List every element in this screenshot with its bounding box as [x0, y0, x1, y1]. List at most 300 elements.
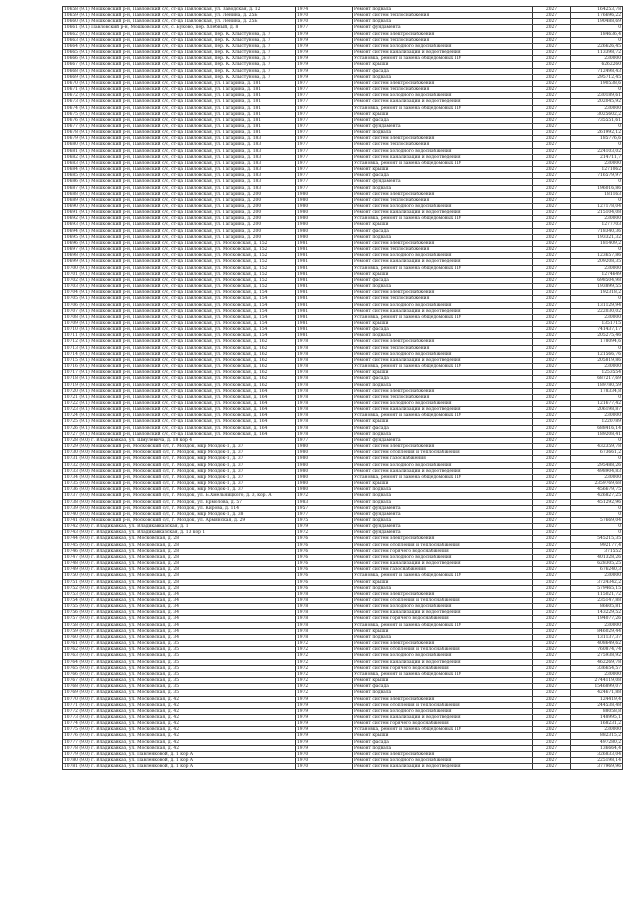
year-cell: 1979: [296, 524, 353, 530]
cost-cell: 192318,2: [571, 290, 623, 296]
cost-cell: 0: [571, 394, 623, 400]
plan-year-cell: 2027: [533, 80, 571, 86]
work-type-cell: Ремонт систем теплоснабжения: [353, 197, 533, 203]
address-cell: 10748 (9.0) г. Владикавказ, ул. Московская, д. 28: [63, 561, 296, 567]
year-cell: 1977: [296, 142, 353, 148]
year-cell: 1981: [296, 320, 353, 326]
work-type-cell: Ремонт систем электроснабжения: [353, 240, 533, 246]
address-cell: 10721 (9.1) Мошковский р-н, Павловский с/с, ст-ца Павловская, ул. Московская, д. 164: [63, 394, 296, 400]
work-type-cell: Ремонт систем теплоснабжения: [353, 142, 533, 148]
plan-year-cell: 2027: [533, 333, 571, 339]
work-type-cell: Ремонт систем канализации и водоотведения: [353, 259, 533, 265]
year-cell: 1976: [296, 561, 353, 567]
work-type-cell: Ремонт систем канализации и водоотведения: [353, 154, 533, 160]
address-cell: 10669 (9.1) Мошковский р-н, Павловский с/с, ст-ца Павловская, пер. К. Хлыстунова, д. 7: [63, 74, 296, 80]
cost-cell: 230000: [571, 727, 623, 733]
cost-cell: 230000: [571, 474, 623, 480]
year-cell: 1976: [296, 567, 353, 573]
year-cell: 1979: [296, 714, 353, 720]
work-type-cell: Установка, ремонт и замена общедомовых ПУ: [353, 727, 533, 733]
year-cell: 1976: [296, 548, 353, 554]
work-type-cell: Ремонт систем холодного водоснабжения: [353, 253, 533, 259]
address-cell: 10734 (9.0) Мошковский р-н, Московский с/с, г. Моздок, мкр Моздок-1, д. 37: [63, 474, 296, 480]
cost-cell: 168231,2: [571, 721, 623, 727]
year-cell: 1980: [296, 468, 353, 474]
year-cell: 1977: [296, 511, 353, 517]
address-cell: 10679 (9.1) Мошковский р-н, Павловский с/с, ст-ца Павловская, ул. Гагарина, д. 183: [63, 136, 296, 142]
year-cell: 1977: [296, 117, 353, 123]
address-cell: 10713 (9.1) Мошковский р-н, Павловский с/с, ст-ца Павловская, ул. Московская, д. 162: [63, 345, 296, 351]
year-cell: 1972: [296, 678, 353, 684]
plan-year-cell: 2027: [533, 493, 571, 499]
year-cell: 1981: [296, 253, 353, 259]
cost-cell: 336654,57: [571, 665, 623, 671]
cost-cell: 224103,02: [571, 148, 623, 154]
cost-cell: 718340,36: [571, 228, 623, 234]
work-type-cell: Ремонт подвала: [353, 493, 533, 499]
cost-cell: 1277703: [571, 222, 623, 228]
year-cell: 1980: [296, 228, 353, 234]
address-cell: 10775 (9.0) г. Владикавказ, ул. Московская, д. 42: [63, 727, 296, 733]
work-type-cell: Ремонт систем отопления и теплоснабжения: [353, 598, 533, 604]
cost-cell: 1546899,07: [571, 684, 623, 690]
work-type-cell: Ремонт систем канализации и водоотведения: [353, 357, 533, 363]
plan-year-cell: 2027: [533, 302, 571, 308]
address-cell: 10696 (9.1) Мошковский р-н, Павловский с/с, ст-ца Павловская, ул. Московская, д. 152: [63, 240, 296, 246]
plan-year-cell: 2027: [533, 524, 571, 530]
work-type-cell: Ремонт систем холодного водоснабжения: [353, 351, 533, 357]
work-type-cell: Ремонт систем теплоснабжения: [353, 87, 533, 93]
address-cell: 10687 (9.1) Мошковский р-н, Павловский с/с, ст-ца Павловская, ул. Гагарина, д. 183: [63, 185, 296, 191]
plan-year-cell: 2027: [533, 111, 571, 117]
year-cell: 1978: [296, 407, 353, 413]
address-cell: 10680 (9.1) Мошковский р-н, Павловский с/с, ст-ца Павловская, ул. Гагарина, д. 183: [63, 142, 296, 148]
cost-cell: 222030,02: [571, 308, 623, 314]
plan-year-cell: 2027: [533, 739, 571, 745]
plan-year-cell: 2027: [533, 616, 571, 622]
year-cell: 1979: [296, 62, 353, 68]
work-type-cell: Ремонт крыши: [353, 579, 533, 585]
cost-cell: 181163: [571, 191, 623, 197]
work-type-cell: Ремонт систем канализации и водоотведения: [353, 407, 533, 413]
work-type-cell: Ремонт систем канализации и водоотведения: [353, 659, 533, 665]
address-cell: 10720 (9.1) Мошковский р-н, Павловский с/с, ст-ца Павловская, ул. Московская, д. 164: [63, 388, 296, 394]
work-type-cell: Установка, ремонт и замена общедомовых ПУ: [353, 573, 533, 579]
address-cell: 10688 (9.1) Мошковский р-н, Павловский с/с, ст-ца Павловская, ул. Гагарина, д. 200: [63, 191, 296, 197]
work-type-cell: Ремонт подвала: [353, 130, 533, 136]
address-cell: 10716 (9.1) Мошковский р-н, Павловский с/с, ст-ца Павловская, ул. Московская, д. 162: [63, 364, 296, 370]
cost-cell: 178334,8: [571, 388, 623, 394]
work-type-cell: Ремонт систем холодного водоснабжения: [353, 758, 533, 764]
work-type-cell: Ремонт подвала: [353, 333, 533, 339]
address-cell: 10699 (9.1) Мошковский р-н, Павловский с/с, ст-ца Павловская, ул. Московская, д. 152: [63, 259, 296, 265]
cost-cell: 86605,81: [571, 604, 623, 610]
plan-year-cell: 2027: [533, 745, 571, 751]
year-cell: 1975: [296, 517, 353, 523]
cost-cell: 123657,86: [571, 253, 623, 259]
address-cell: 10746 (9.0) г. Владикавказ, ул. Московская, д. 28: [63, 548, 296, 554]
work-type-cell: Ремонт подвала: [353, 634, 533, 640]
year-cell: 1979: [296, 31, 353, 37]
work-type-cell: Ремонт подвала: [353, 382, 533, 388]
year-cell: 1972: [296, 647, 353, 653]
year-cell: 1972: [296, 684, 353, 690]
address-cell: 10719 (9.1) Мошковский р-н, Павловский с/с, ст-ца Павловская, ул. Московская, д. 162: [63, 382, 296, 388]
year-cell: 1977: [296, 80, 353, 86]
plan-year-cell: 2027: [533, 628, 571, 634]
address-cell: 10743 (9.0) г. Владикавказ, ул. Владикавказская, д. 13 кор 1: [63, 530, 296, 536]
year-cell: 1981: [296, 290, 353, 296]
plan-year-cell: 2027: [533, 413, 571, 419]
cost-cell: 497280,2: [571, 739, 623, 745]
year-cell: 1977: [296, 99, 353, 105]
year-cell: 1972: [296, 665, 353, 671]
plan-year-cell: 2027: [533, 727, 571, 733]
work-type-cell: Ремонт крыши: [353, 167, 533, 173]
year-cell: 1978: [296, 357, 353, 363]
plan-year-cell: 2027: [533, 179, 571, 185]
work-type-cell: Ремонт крыши: [353, 271, 533, 277]
cost-cell: 230000: [571, 216, 623, 222]
plan-year-cell: 2027: [533, 425, 571, 431]
address-cell: 10741 (9.0) Мошковский р-н, Московский с/с, г. Моздок, ул. Армянская, д. 29: [63, 517, 296, 523]
address-cell: 10754 (9.0) г. Владикавказ, ул. Московская, д. 34: [63, 598, 296, 604]
cost-cell: 230000: [571, 573, 623, 579]
cost-cell: 3724342,2: [571, 579, 623, 585]
work-type-cell: Ремонт систем холодного водоснабжения: [353, 604, 533, 610]
year-cell: 1978: [296, 339, 353, 345]
plan-year-cell: 2027: [533, 327, 571, 333]
year-cell: 1976: [296, 536, 353, 542]
plan-year-cell: 2027: [533, 751, 571, 757]
plan-year-cell: 2027: [533, 419, 571, 425]
address-cell: 10738 (9.0) Мошковский р-н, Московский с/с, г. Моздок, ул. Ермолова, д. 57: [63, 499, 296, 505]
year-cell: 1978: [296, 382, 353, 388]
work-type-cell: Ремонт систем теплоснабжения: [353, 345, 533, 351]
cost-cell: 230000: [571, 105, 623, 111]
cost-cell: 202045,92: [571, 99, 623, 105]
address-cell: 10686 (9.1) Мошковский р-н, Павловский с/с, ст-ца Павловская, ул. Гагарина, д. 183: [63, 179, 296, 185]
cost-cell: 190488,69: [571, 19, 623, 25]
year-cell: 1980: [296, 450, 353, 456]
plan-year-cell: 2027: [533, 407, 571, 413]
address-cell: 10735 (9.0) Мошковский р-н, Московский с/с, г. Моздок, мкр Моздок-1, д. 37: [63, 481, 296, 487]
cost-cell: 209208,35: [571, 259, 623, 265]
cost-cell: 0: [571, 37, 623, 43]
address-cell: 10768 (9.0) г. Владикавказ, ул. Московская, д. 35: [63, 684, 296, 690]
address-cell: 10684 (9.1) Мошковский р-н, Павловский с/с, ст-ца Павловская, ул. Гагарина, д. 183: [63, 167, 296, 173]
cost-cell: 143229,52: [571, 610, 623, 616]
year-cell: 1980: [296, 481, 353, 487]
work-type-cell: Ремонт подвала: [353, 74, 533, 80]
work-type-cell: Ремонт систем электроснабжения: [353, 80, 533, 86]
plan-year-cell: 2027: [533, 622, 571, 628]
plan-year-cell: 2027: [533, 136, 571, 142]
work-type-cell: Ремонт крыши: [353, 111, 533, 117]
year-cell: 1977: [296, 123, 353, 129]
work-type-cell: Ремонт систем теплоснабжения: [353, 296, 533, 302]
work-type-cell: Установка, ремонт и замена общедомовых ПУ: [353, 265, 533, 271]
year-cell: 1978: [296, 401, 353, 407]
address-cell: 10773 (9.0) г. Владикавказ, ул. Московская, д. 42: [63, 714, 296, 720]
year-cell: 1977: [296, 173, 353, 179]
plan-year-cell: 2027: [533, 345, 571, 351]
work-type-cell: Ремонт систем канализации и водоотведения: [353, 210, 533, 216]
plan-year-cell: 2027: [533, 7, 571, 13]
address-cell: 10715 (9.1) Мошковский р-н, Павловский с/с, ст-ца Павловская, ул. Московская, д. 162: [63, 357, 296, 363]
work-type-cell: Ремонт систем газоснабжения: [353, 567, 533, 573]
work-type-cell: Ремонт подвала: [353, 690, 533, 696]
cost-cell: 426827,25: [571, 493, 623, 499]
work-type-cell: Ремонт систем горячего водоснабжения: [353, 721, 533, 727]
year-cell: 1979: [296, 37, 353, 43]
address-cell: 10714 (9.1) Мошковский р-н, Павловский с/с, ст-ца Павловская, ул. Московская, д. 162: [63, 351, 296, 357]
cost-cell: 992177,4: [571, 542, 623, 548]
work-type-cell: Ремонт систем электроснабжения: [353, 641, 533, 647]
year-cell: 1979: [296, 733, 353, 739]
cost-cell: 178094,6: [571, 339, 623, 345]
year-cell: 1980: [296, 462, 353, 468]
year-cell: 1981: [296, 271, 353, 277]
work-type-cell: Ремонт крыши: [353, 222, 533, 228]
cost-cell: 0: [571, 345, 623, 351]
cost-cell: 2359769,68: [571, 481, 623, 487]
address-cell: 10681 (9.1) Мошковский р-н, Павловский с/с, ст-ца Павловская, ул. Гагарина, д. 183: [63, 148, 296, 154]
work-type-cell: Ремонт систем газоснабжения: [353, 456, 533, 462]
year-cell: 1972: [296, 493, 353, 499]
work-type-cell: Ремонт систем холодного водоснабжения: [353, 554, 533, 560]
work-type-cell: Установка, ремонт и замена общедомовых ПУ: [353, 216, 533, 222]
work-type-cell: Ремонт фундамента: [353, 123, 533, 129]
cost-cell: 401328,26: [571, 554, 623, 560]
table-row: [63, 764, 623, 770]
address-cell: 10673 (9.1) Мошковский р-н, Павловский с/с, ст-ца Павловская, ул. Гагарина, д. 181: [63, 99, 296, 105]
year-cell: 1979: [296, 56, 353, 62]
work-type-cell: Установка, ремонт и замена общедомовых ПУ: [353, 622, 533, 628]
work-type-cell: Ремонт систем канализации и водоотведения: [353, 99, 533, 105]
plan-year-cell: 2027: [533, 444, 571, 450]
address-cell: 10731 (9.0) Мошковский р-н, Московский с/с, г. Моздок, мкр Моздок-1, д. 37: [63, 456, 296, 462]
year-cell: 1978: [296, 376, 353, 382]
cost-cell: 0: [571, 505, 623, 511]
repair-schedule-table: [62, 6, 623, 770]
plan-year-cell: 2027: [533, 290, 571, 296]
plan-year-cell: 2027: [533, 271, 571, 277]
address-cell: 10776 (9.0) г. Владикавказ, ул. Московская, д. 42: [63, 733, 296, 739]
cost-cell: 0: [571, 456, 623, 462]
address-cell: 10676 (9.1) Мошковский р-н, Павловский с/с, ст-ца Павловская, ул. Гагарина, д. 181: [63, 117, 296, 123]
year-cell: 1981: [296, 277, 353, 283]
address-cell: 10709 (9.1) Мошковский р-н, Павловский с/с, ст-ца Павловская, ул. Московская, д. 154: [63, 320, 296, 326]
work-type-cell: Ремонт систем горячего водоснабжения: [353, 665, 533, 671]
plan-year-cell: 2027: [533, 148, 571, 154]
cost-cell: 275938,92: [571, 653, 623, 659]
cost-cell: 846029,44: [571, 628, 623, 634]
address-cell: 10751 (9.0) г. Владикавказ, ул. Московская, д. 28: [63, 579, 296, 585]
work-type-cell: Ремонт подвала: [353, 431, 533, 437]
address-cell: 10704 (9.1) Мошковский р-н, Павловский с/с, ст-ца Павловская, ул. Московская, д. 154: [63, 290, 296, 296]
year-cell: 1978: [296, 628, 353, 634]
work-type-cell: Ремонт систем теплоснабжения: [353, 37, 533, 43]
cost-cell: 0: [571, 296, 623, 302]
plan-year-cell: 2027: [533, 394, 571, 400]
work-type-cell: Ремонт систем холодного водоснабжения: [353, 302, 533, 308]
year-cell: 1978: [296, 351, 353, 357]
address-cell: 10675 (9.1) Мошковский р-н, Павловский с/с, ст-ца Павловская, ул. Гагарина, д. 181: [63, 111, 296, 117]
plan-year-cell: 2027: [533, 517, 571, 523]
year-cell: 1978: [296, 616, 353, 622]
year-cell: 1977: [296, 93, 353, 99]
address-cell: 10733 (9.0) Мошковский р-н, Московский с/с, г. Моздок, мкр Моздок-1, д. 37: [63, 468, 296, 474]
work-type-cell: Ремонт подвала: [353, 19, 533, 25]
plan-year-cell: 2027: [533, 468, 571, 474]
address-cell: 10779 (9.0) г. Владикавказ, ул. Павленковой, д. 1 кор А: [63, 751, 296, 757]
cost-cell: 716579,97: [571, 173, 623, 179]
work-type-cell: Ремонт фундамента: [353, 179, 533, 185]
address-cell: 10723 (9.1) Мошковский р-н, Павловский с/с, ст-ца Павловская, ул. Московская, д. 164: [63, 407, 296, 413]
cost-cell: 0: [571, 87, 623, 93]
plan-year-cell: 2027: [533, 240, 571, 246]
work-type-cell: Ремонт систем электроснабжения: [353, 536, 533, 542]
address-cell: 10769 (9.0) г. Владикавказ, ул. Московская, д. 35: [63, 690, 296, 696]
address-cell: 10665 (9.1) Мошковский р-н, Павловский с/с, ст-ца Павловская, пер. К. Хлыстунова, д. 7: [63, 50, 296, 56]
address-cell: 10766 (9.0) г. Владикавказ, ул. Московская, д. 35: [63, 671, 296, 677]
year-cell: 1978: [296, 345, 353, 351]
year-cell: 1981: [296, 327, 353, 333]
year-cell: 1980: [296, 222, 353, 228]
work-type-cell: Установка, ремонт и замена общедомовых ПУ: [353, 671, 533, 677]
cost-cell: 230000: [571, 413, 623, 419]
work-type-cell: Ремонт подвала: [353, 234, 533, 240]
work-type-cell: Ремонт фундамента: [353, 524, 533, 530]
year-cell: 1981: [296, 302, 353, 308]
work-type-cell: Ремонт систем холодного водоснабжения: [353, 708, 533, 714]
year-cell: 1972: [296, 659, 353, 665]
work-type-cell: Установка, ремонт и замена общедомовых ПУ: [353, 314, 533, 320]
plan-year-cell: 2027: [533, 573, 571, 579]
year-cell: 1978: [296, 604, 353, 610]
cost-cell: 244538,48: [571, 702, 623, 708]
plan-year-cell: 2027: [533, 450, 571, 456]
year-cell: 1978: [296, 413, 353, 419]
year-cell: 1976: [296, 554, 353, 560]
work-type-cell: Ремонт крыши: [353, 320, 533, 326]
cost-cell: 88058,8: [571, 708, 623, 714]
cost-cell: 124419,4: [571, 696, 623, 702]
cost-cell: 0: [571, 524, 623, 530]
cost-cell: 115021,72: [571, 591, 623, 597]
work-type-cell: Ремонт систем электроснабжения: [353, 191, 533, 197]
cost-cell: 1351715: [571, 320, 623, 326]
address-cell: 10693 (9.1) Мошковский р-н, Павловский с/с, ст-ца Павловская, ул. Гагарина, д. 200: [63, 222, 296, 228]
cost-cell: 579465,15: [571, 585, 623, 591]
plan-year-cell: 2027: [533, 13, 571, 19]
plan-year-cell: 2027: [533, 25, 571, 31]
plan-year-cell: 2027: [533, 160, 571, 166]
address-cell: 10777 (9.0) г. Владикавказ, ул. Московская, д. 42: [63, 739, 296, 745]
plan-year-cell: 2027: [533, 647, 571, 653]
address-cell: 10739 (9.0) Мошковский р-н, Московский с/с, г. Моздок, ул. Кирова, д. 114: [63, 505, 296, 511]
address-cell: 10740 (9.0) Мошковский р-н, Московский с/с, г. Моздок, мкр Моздок-1, д. 38: [63, 511, 296, 517]
address-cell: 10764 (9.0) г. Владикавказ, ул. Московская, д. 35: [63, 659, 296, 665]
plan-year-cell: 2027: [533, 216, 571, 222]
plan-year-cell: 2027: [533, 764, 571, 770]
year-cell: 1977: [296, 111, 353, 117]
plan-year-cell: 2027: [533, 31, 571, 37]
address-cell: 10698 (9.1) Мошковский р-н, Павловский с/с, ст-ца Павловская, ул. Московская, д. 152: [63, 253, 296, 259]
year-cell: 1970: [296, 19, 353, 25]
plan-year-cell: 2027: [533, 87, 571, 93]
year-cell: 1981: [296, 265, 353, 271]
plan-year-cell: 2027: [533, 117, 571, 123]
work-type-cell: Ремонт систем электроснабжения: [353, 31, 533, 37]
plan-year-cell: 2027: [533, 320, 571, 326]
address-cell: 10729 (9.0) Мошковский р-н, Московский с/с, г. Моздок, мкр Моздок-1, д. 37: [63, 444, 296, 450]
address-cell: 10780 (9.0) г. Владикавказ, ул. Павленковой, д. 1 кор А: [63, 758, 296, 764]
address-cell: 10683 (9.1) Мошковский р-н, Павловский с/с, ст-ца Павловская, ул. Гагарина, д. 183: [63, 160, 296, 166]
cost-cell: 1274649: [571, 271, 623, 277]
year-cell: 1983: [296, 499, 353, 505]
year-cell: 1978: [296, 431, 353, 437]
plan-year-cell: 2027: [533, 542, 571, 548]
cost-cell: 196016,86: [571, 185, 623, 191]
work-type-cell: Ремонт систем теплоснабжения: [353, 13, 533, 19]
cost-cell: 193321,32: [571, 234, 623, 240]
year-cell: 1977: [296, 136, 353, 142]
plan-year-cell: 2027: [533, 511, 571, 517]
address-cell: 10718 (9.1) Мошковский р-н, Павловский с/с, ст-ца Павловская, ул. Московская, д. 162: [63, 376, 296, 382]
address-cell: 10672 (9.1) Мошковский р-н, Павловский с/с, ст-ца Павловская, ул. Гагарина, д. 181: [63, 93, 296, 99]
year-cell: 1981: [296, 240, 353, 246]
address-cell: 10694 (9.1) Мошковский р-н, Павловский с/с, ст-ца Павловская, ул. Гагарина, д. 200: [63, 228, 296, 234]
work-type-cell: Ремонт подвала: [353, 7, 533, 13]
address-cell: 10670 (9.1) Мошковский р-н, Павловский с/с, ст-ца Павловская, ул. Гагарина, д. 181: [63, 80, 296, 86]
address-cell: 10705 (9.1) Мошковский р-н, Павловский с/с, ст-ца Павловская, ул. Московская, д. 154: [63, 296, 296, 302]
plan-year-cell: 2027: [533, 314, 571, 320]
work-type-cell: Установка, ремонт и замена общедомовых ПУ: [353, 474, 533, 480]
cost-cell: 377969,96: [571, 764, 623, 770]
address-cell: 10765 (9.0) г. Владикавказ, ул. Московская, д. 35: [63, 665, 296, 671]
address-cell: 10722 (9.1) Мошковский р-н, Павловский с/с, ст-ца Павловская, ул. Московская, д. 164: [63, 401, 296, 407]
address-cell: 10736 (9.0) Мошковский р-н, Московский с/с, г. Моздок, мкр Моздок-1, д. 37: [63, 487, 296, 493]
cost-cell: 628305,25: [571, 561, 623, 567]
work-type-cell: Ремонт систем отопления и теплоснабжения: [353, 647, 533, 653]
work-type-cell: Ремонт подвала: [353, 499, 533, 505]
plan-year-cell: 2027: [533, 296, 571, 302]
cost-cell: 0: [571, 247, 623, 253]
cost-cell: 687217,69: [571, 376, 623, 382]
address-cell: 10762 (9.0) г. Владикавказ, ул. Московская, д. 35: [63, 647, 296, 653]
plan-year-cell: 2027: [533, 610, 571, 616]
work-type-cell: Ремонт фасада: [353, 173, 533, 179]
address-cell: 10703 (9.1) Мошковский р-н, Павловский с/с, ст-ца Павловская, ул. Московская, д. 152: [63, 284, 296, 290]
address-cell: 10732 (9.0) Мошковский р-н, Московский с/с, г. Моздок, мкр Моздок-1, д. 37: [63, 462, 296, 468]
address-cell: 10701 (9.1) Мошковский р-н, Павловский с/с, ст-ца Павловская, ул. Московская, д. 152: [63, 271, 296, 277]
plan-year-cell: 2027: [533, 431, 571, 437]
plan-year-cell: 2027: [533, 265, 571, 271]
address-cell: 10682 (9.1) Мошковский р-н, Павловский с/с, ст-ца Павловская, ул. Гагарина, д. 183: [63, 154, 296, 160]
cost-cell: 326833,04: [571, 751, 623, 757]
work-type-cell: Ремонт систем канализации и водоотведения: [353, 610, 533, 616]
cost-cell: 205275,46: [571, 333, 623, 339]
plan-year-cell: 2027: [533, 74, 571, 80]
address-cell: 10727 (9.1) Мошковский р-н, Павловский с/с, ст-ца Павловская, ул. Московская, д. 164: [63, 431, 296, 437]
plan-year-cell: 2027: [533, 708, 571, 714]
plan-year-cell: 2027: [533, 678, 571, 684]
cost-cell: 0: [571, 25, 623, 31]
work-type-cell: Ремонт систем электроснабжения: [353, 339, 533, 345]
year-cell: 1977: [296, 167, 353, 173]
